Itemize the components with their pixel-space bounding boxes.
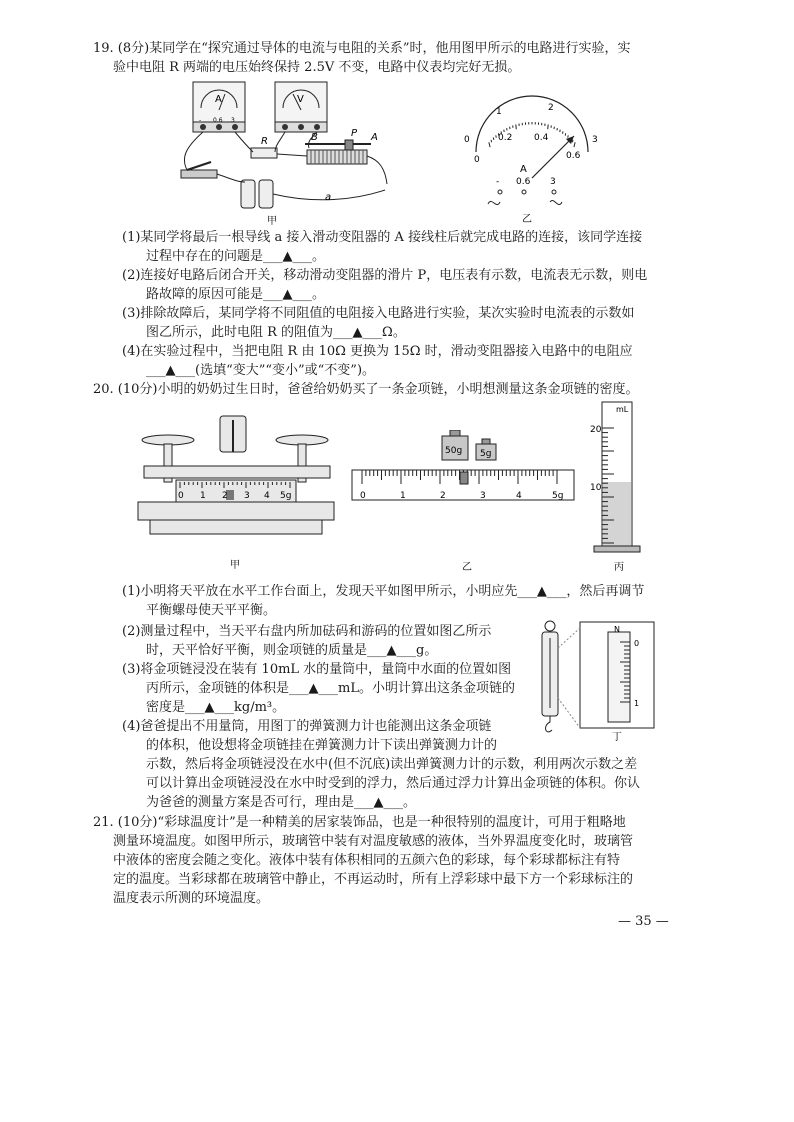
ruler-5: 5g [552, 491, 564, 501]
balance-scale-4: 4 [264, 491, 270, 501]
weight-50g-label: 50g [445, 446, 463, 456]
dial-inner-1: 0.2 [498, 133, 513, 143]
balance-scale-0: 0 [178, 491, 184, 501]
ammeter-icon [193, 82, 245, 132]
q20-item-1a: (1)小明将天平放在水平工作台面上，发现天平如图甲所示，小明应先___▲___，然后再调节 [122, 584, 645, 599]
cylinder-label-10: 10 [590, 483, 602, 493]
rheostat-p-label: P [351, 128, 358, 139]
spring-scale-icon [542, 621, 558, 732]
q20-weights-ruler-figure [346, 430, 582, 574]
dial-outer-0: 0 [464, 135, 470, 145]
voltmeter-label: V [297, 94, 304, 105]
q20-item-2a: (2)测量过程中，当天平右盘内所加砝码和游码的位置如图乙所示 [122, 624, 492, 639]
resistor-label: R [261, 136, 268, 147]
spring-label-1: 1 [634, 699, 640, 708]
dial-terminal-2: 3 [550, 177, 556, 187]
page-number: — 35 — [618, 914, 669, 929]
balance-scale-1: 1 [200, 491, 206, 501]
q20-fig-jia-caption: 甲 [230, 560, 240, 571]
switch-icon [181, 162, 217, 178]
q19-fig-yi-caption: 乙 [522, 214, 532, 225]
q19-item-4b: ___▲___(选填“变大”“变小”或“不变”)。 [146, 363, 376, 378]
ruler-4: 4 [516, 491, 522, 501]
q20-balance-figure [130, 402, 342, 574]
resistor-icon [251, 148, 277, 158]
spring-top-label: N [614, 625, 620, 634]
q21-line2: 测量环境温度。如图甲所示，玻璃管中装有对温度敏感的液体，当外界温度变化时，玻璃管 [113, 834, 634, 849]
q19-item-3a: (3)排除故障后，某同学将不同阻值的电阻接入电路进行实验，某次实验时电流表的示数如 [122, 306, 635, 321]
dial-tick [574, 142, 575, 147]
voltmeter-icon [275, 82, 327, 132]
dial-tick [568, 135, 569, 137]
battery-icon [241, 180, 273, 208]
dial-tick [493, 138, 494, 140]
dial-outer-2: 2 [548, 103, 554, 113]
dial-inner-0: 0 [474, 155, 480, 165]
q19-item-1b: 过程中存在的问题是___▲___。 [146, 249, 325, 264]
ruler-0: 0 [360, 491, 366, 501]
q20-item-4b: 的体积，他设想将金项链挂在弹簧测力计下读出弹簧测力计的 [146, 738, 498, 753]
q20-item-3b: 丙所示，金项链的体积是___▲___mL。小明计算出这条金项链的 [146, 681, 515, 696]
q20-item-4d: 可以计算出金项链浸没在水中时受到的浮力，然后通过浮力计算出金项链的体积。你认 [146, 776, 641, 791]
q19-fig-jia-caption: 甲 [267, 216, 277, 227]
ammeter-terminal-0: - [199, 117, 202, 124]
q19-stem-line2: 验中电阻 R 两端的电压始终保持 2.5V 不变，电路中仪表均完好无损。 [113, 60, 521, 75]
rheostat-icon [305, 140, 371, 164]
cylinder-unit: mL [616, 405, 629, 414]
dial-terminal-1: 0.6 [516, 177, 531, 187]
wire-a-label: a [325, 192, 332, 203]
ammeter-label: A [215, 94, 222, 105]
balance-scale-2: 2 [222, 491, 228, 501]
dial-tick [491, 140, 492, 142]
ruler-1: 1 [400, 491, 406, 501]
spring-label-0: 0 [634, 639, 640, 648]
q20-item-3a: (3)将金项链浸没在装有 10mL 水的量筒中，量筒中水面的位置如图 [122, 662, 512, 677]
cylinder-label-20: 20 [590, 425, 602, 435]
q20-item-4a: (4)爸爸提出不用量筒，用图丁的弹簧测力计也能测出这条金项链 [122, 719, 492, 734]
dial-unit: A [520, 164, 527, 175]
dial-inner-2: 0.4 [534, 133, 549, 143]
dial-outer-3: 3 [592, 135, 598, 145]
ruler-2: 2 [440, 491, 446, 501]
q20-fig-ding-caption: 丁 [612, 732, 622, 742]
dial-inner-3: 0.6 [566, 151, 581, 161]
dial-tick [572, 140, 573, 142]
q20-fig-yi-caption: 乙 [462, 562, 472, 573]
q21-line3: 中液体的密度会随之变化。液体中装有体积相同的五颜六色的彩球，每个彩球都标注有特 [113, 853, 621, 868]
q20-fig-bing-caption: 丙 [614, 562, 624, 573]
q19-item-3b: 图乙所示，此时电阻 R 的阻值为___▲___Ω。 [146, 325, 406, 340]
rider-icon [460, 472, 468, 484]
ammeter-terminal-1: 0.6 [213, 117, 223, 124]
balance-scale-3: 3 [244, 491, 250, 501]
q19-item-1a: (1)某同学将最后一根导线 a 接入滑动变阻器的 A 接线柱后就完成电路的连接，该同学连接 [122, 230, 643, 245]
q19-item-2b: 路故障的原因可能是___▲___。 [146, 287, 325, 302]
q19-item-2a: (2)连接好电路后闭合开关，移动滑动变阻器的滑片 P，电压表有示数，电流表无示数，则电 [122, 268, 648, 283]
ruler-3: 3 [480, 491, 486, 501]
dial-terminal-0: - [496, 177, 500, 187]
q20-item-1b: 平衡螺母使天平平衡。 [146, 603, 277, 618]
balance-icon [138, 416, 334, 534]
q21-line1: 21. (10分)“彩球温度计”是一种精美的居家装饰品，也是一种很特别的温度计，可用于粗略地 [93, 815, 626, 830]
q20-item-3c: 密度是___▲___kg/m³。 [146, 700, 286, 715]
q19-ammeter-dial-figure [438, 92, 618, 227]
q21-line5: 温度表示所测的环境温度。 [113, 891, 270, 906]
weight-5g-label: 5g [480, 449, 492, 459]
q20-item-4c: 示数，然后将金项链浸没在水中(但不沉底)读出弹簧测力计的示数，利用两次示数之差 [146, 757, 638, 772]
q20-cylinder-figure [588, 398, 648, 574]
q19-stem-line1: 19. (8分)某同学在“探究通过导体的电流与电阻的关系”时，他用图甲所示的电路进行实验，实 [93, 41, 631, 56]
q19-item-4a: (4)在实验过程中，当把电阻 R 由 10Ω 更换为 15Ω 时，滑动变阻器接入电路中的电阻应 [122, 344, 633, 359]
q20-stem: 20. (10分)小明的奶奶过生日时，爸爸给奶奶买了一条金项链，小明想测量这条金项链的密度。 [93, 382, 639, 397]
q20-item-2b: 时，天平恰好平衡，则金项链的质量是___▲___g。 [146, 643, 438, 658]
rheostat-a-label: A [371, 132, 378, 143]
balance-scale-5: 5g [280, 491, 292, 501]
q21-line4: 定的温度。当彩球都在玻璃管中静止，不再运动时，所有上浮彩球中最下方一个彩球标注的 [113, 872, 634, 887]
q19-circuit-figure [175, 78, 400, 228]
rheostat-b-label: B [311, 132, 318, 143]
ammeter-terminal-2: 3 [231, 117, 235, 124]
q20-item-4e: 为爸爸的测量方案是否可行，理由是___▲___。 [146, 795, 416, 810]
q20-spring-scale-figure [536, 618, 660, 742]
dial-outer-1: 1 [496, 107, 502, 117]
dial-tick [489, 142, 490, 147]
dial-tick [496, 135, 497, 137]
